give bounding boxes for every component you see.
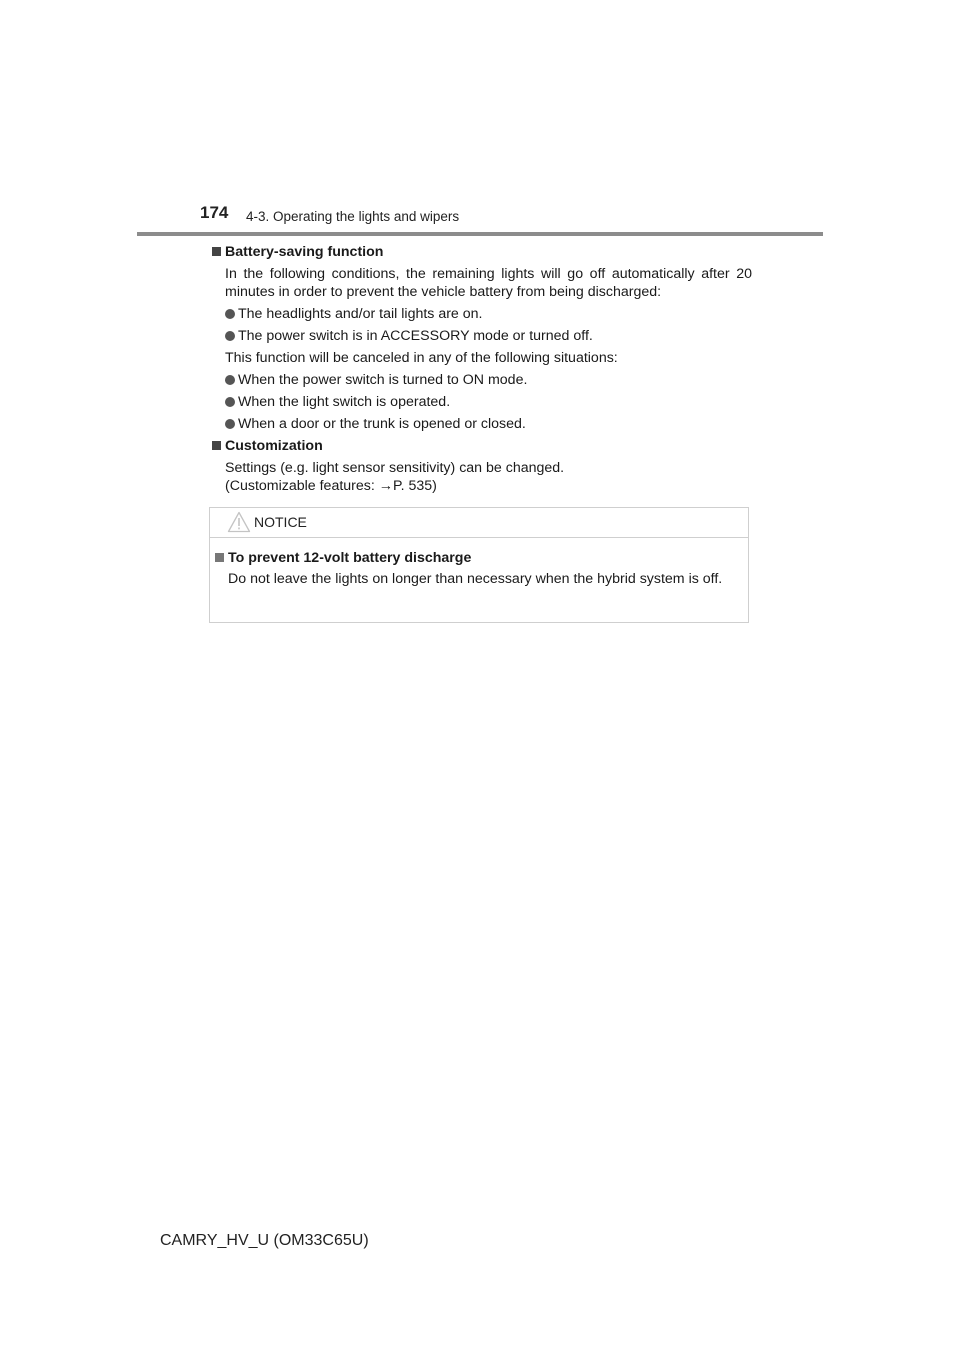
customization-reference: (Customizable features: →P. 535) bbox=[225, 478, 437, 494]
notice-box bbox=[209, 507, 749, 623]
main-content bbox=[212, 243, 752, 495]
notice-label: NOTICE bbox=[254, 514, 307, 530]
customization-text: Settings (e.g. light sensor sensitivity) can be changed. bbox=[225, 460, 565, 476]
square-bullet-icon bbox=[212, 441, 221, 450]
section-title: 4-3. Operating the lights and wipers bbox=[246, 209, 460, 224]
square-bullet-icon bbox=[215, 553, 224, 562]
list-item: When a door or the trunk is opened or closed. bbox=[225, 415, 752, 433]
cancel-conditions-text: This function will be canceled in any of the following situations: bbox=[225, 350, 618, 366]
list-item: The headlights and/or tail lights are on. bbox=[225, 305, 752, 323]
circle-bullet-icon bbox=[225, 419, 235, 429]
customization-heading: Customization bbox=[212, 437, 752, 455]
notice-body bbox=[215, 549, 745, 589]
header-rule bbox=[137, 232, 823, 236]
notice-heading: To prevent 12-volt battery discharge bbox=[215, 549, 745, 568]
list-item: When the light switch is operated. bbox=[225, 393, 752, 411]
list-item: The power switch is in ACCESSORY mode or turned off. bbox=[225, 327, 752, 345]
circle-bullet-icon bbox=[225, 397, 235, 407]
list-item: When the power switch is turned to ON mode. bbox=[225, 371, 752, 389]
circle-bullet-icon bbox=[225, 309, 235, 319]
circle-bullet-icon bbox=[225, 331, 235, 341]
model-code: CAMRY_HV_U (OM33C65U) bbox=[160, 1232, 369, 1249]
battery-saving-intro: In the following conditions, the remaining lights will go off automatically after 20 minutes in order to prevent the vehicle battery from being discharged: bbox=[225, 266, 752, 300]
notice-text: Do not leave the lights on longer than necessary when the hybrid system is off. bbox=[228, 571, 723, 587]
battery-saving-heading: Battery-saving function bbox=[212, 243, 752, 261]
circle-bullet-icon bbox=[225, 375, 235, 385]
square-bullet-icon bbox=[212, 247, 221, 256]
warning-triangle-icon bbox=[227, 511, 251, 533]
notice-header bbox=[210, 508, 748, 538]
page-number: 174 bbox=[200, 203, 229, 222]
